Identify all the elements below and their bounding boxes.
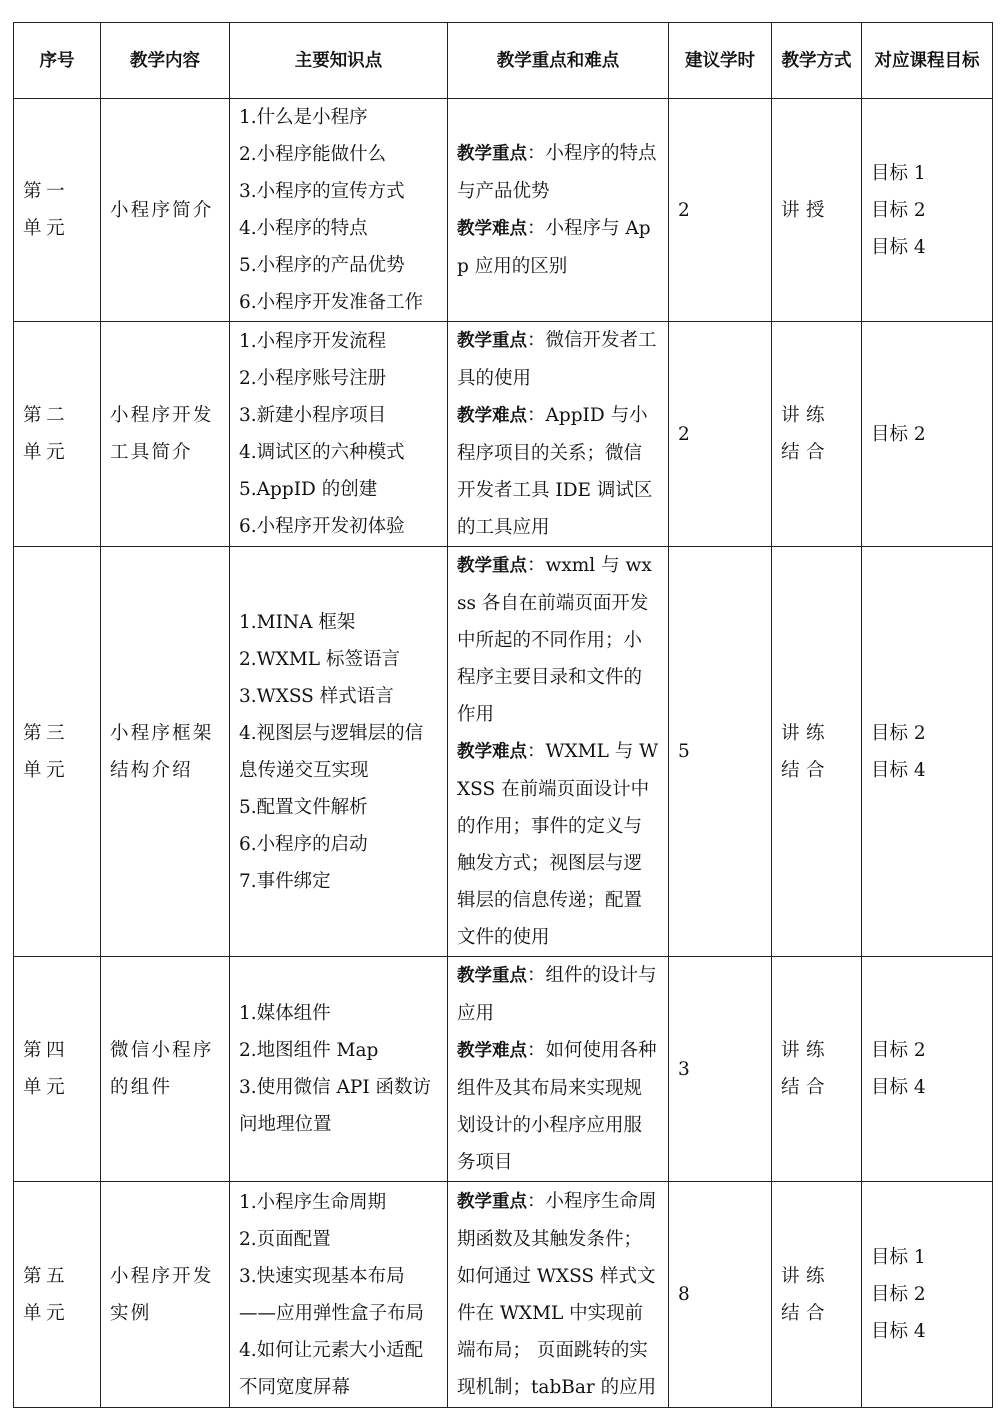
knowledge-item: 1.小程序生命周期	[239, 1191, 387, 1213]
knowledge-item: 4.调试区的六种模式	[239, 442, 405, 463]
hours-cell: 5	[669, 547, 772, 957]
difficulty-text: ：小程序与 App 应用的区别	[457, 218, 651, 277]
difficulty-label: 教学难点	[457, 406, 527, 426]
knowledge-item: 2.小程序能做什么	[239, 144, 387, 165]
key-text: ：微信开发者工具的使用	[457, 330, 657, 389]
goals-cell	[862, 1182, 993, 1408]
key-difficulty-cell	[448, 547, 669, 957]
knowledge-item: 4.视图层与逻辑层的信息传递交互实现	[239, 722, 424, 781]
header-goals: 对应课程目标	[862, 23, 993, 99]
key-text: ：小程序的特点与产品优势	[457, 143, 657, 202]
goal-item: 目标 2	[871, 1284, 926, 1305]
goal-item: 目标 2	[871, 199, 926, 221]
unit-cell: 第三单元	[14, 547, 101, 957]
table-row	[14, 1182, 993, 1408]
knowledge-item: 3.小程序的宣传方式	[239, 181, 405, 202]
knowledge-item: 2.地图组件 Map	[239, 1040, 379, 1061]
method-cell: 讲授	[772, 99, 862, 322]
method-cell: 讲练结合	[772, 957, 862, 1182]
key-label: 教学重点	[457, 1192, 527, 1212]
knowledge-cell	[230, 547, 448, 957]
goals-cell	[862, 322, 993, 547]
table-row	[14, 322, 993, 547]
key-label: 教学重点	[457, 556, 527, 576]
key-label: 教学重点	[457, 331, 527, 351]
knowledge-item: 6.小程序开发初体验	[239, 516, 405, 537]
goal-item: 目标 1	[871, 1247, 926, 1268]
difficulty-label: 教学难点	[457, 742, 527, 762]
content-cell: 小程序简介	[101, 99, 230, 322]
header-method: 教学方式	[772, 23, 862, 99]
knowledge-cell	[230, 99, 448, 322]
key-difficulty-cell	[448, 99, 669, 322]
knowledge-item: 4.如何让元素大小适配不同宽度屏幕	[239, 1339, 424, 1398]
knowledge-item: 7.事件绑定	[239, 870, 331, 892]
table-row	[14, 957, 993, 1182]
key-text: ：组件的设计与应用	[457, 965, 657, 1024]
knowledge-item: 1.媒体组件	[239, 1003, 331, 1024]
method-cell: 讲练结合	[772, 322, 862, 547]
knowledge-item: 2.WXML 标签语言	[239, 648, 400, 670]
table-row	[14, 99, 993, 322]
key-label: 教学重点	[457, 966, 527, 986]
key-text: ：小程序生命周期函数及其触发条件；如何通过 WXSS 样式文件在 WXML 中实现前端布局； 页面跳转的实现机制；tabBar 的应用	[457, 1191, 657, 1398]
goal-item: 目标 2	[871, 1040, 926, 1061]
difficulty-text: ：WXML 与 WXSS 在前端页面设计中的作用；事件的定义与触发方式；视图层与逻辑层的信息传递；配置文件的使用	[457, 741, 659, 948]
knowledge-cell	[230, 1182, 448, 1408]
knowledge-item: 6.小程序开发准备工作	[239, 292, 424, 313]
knowledge-item: 3.新建小程序项目	[239, 405, 387, 426]
knowledge-item: 3.使用微信 API 函数访问地理位置	[239, 1077, 432, 1135]
knowledge-item: 1.小程序开发流程	[239, 331, 387, 352]
knowledge-item: 1.MINA 框架	[239, 611, 356, 633]
content-cell: 小程序开发实例	[101, 1182, 230, 1408]
knowledge-item: 3.快速实现基本布局——应用弹性盒子布局	[239, 1265, 425, 1324]
header-key-difficulty: 教学重点和难点	[448, 23, 669, 99]
table-row	[14, 547, 993, 957]
knowledge-cell	[230, 322, 448, 547]
knowledge-item: 1.什么是小程序	[239, 107, 368, 128]
knowledge-item: 2.小程序账号注册	[239, 368, 387, 389]
goal-item: 目标 4	[871, 1077, 926, 1098]
header-knowledge: 主要知识点	[230, 23, 448, 99]
unit-cell: 第二单元	[14, 322, 101, 547]
knowledge-item: 3.WXSS 样式语言	[239, 685, 394, 707]
difficulty-label: 教学难点	[457, 1041, 527, 1061]
knowledge-cell	[230, 957, 448, 1182]
knowledge-item: 4.小程序的特点	[239, 218, 368, 239]
goals-cell	[862, 99, 993, 322]
unit-cell: 第四单元	[14, 957, 101, 1182]
knowledge-item: 5.AppID 的创建	[239, 479, 378, 500]
knowledge-item: 2.页面配置	[239, 1228, 331, 1250]
method-cell: 讲练结合	[772, 1182, 862, 1408]
method-cell: 讲练结合	[772, 547, 862, 957]
header-index: 序号	[14, 23, 101, 99]
difficulty-text: ：如何使用各种组件及其布局来实现规划设计的小程序应用服务项目	[457, 1040, 657, 1173]
knowledge-item: 6.小程序的启动	[239, 833, 368, 855]
key-difficulty-cell	[448, 1182, 669, 1408]
table-header-row	[14, 23, 993, 99]
knowledge-item: 5.配置文件解析	[239, 796, 368, 818]
goal-item: 目标 4	[871, 759, 926, 781]
hours-cell: 3	[669, 957, 772, 1182]
hours-cell: 8	[669, 1182, 772, 1408]
goal-item: 目标 2	[871, 722, 926, 744]
syllabus-table	[13, 22, 993, 1408]
unit-cell: 第一单元	[14, 99, 101, 322]
content-cell: 微信小程序的组件	[101, 957, 230, 1182]
hours-cell: 2	[669, 99, 772, 322]
difficulty-text: ：AppID 与小程序项目的关系；微信开发者工具 IDE 调试区的工具应用	[457, 405, 653, 538]
key-difficulty-cell	[448, 957, 669, 1182]
knowledge-item: 5.小程序的产品优势	[239, 255, 405, 276]
difficulty-label: 教学难点	[457, 219, 527, 239]
goals-cell	[862, 547, 993, 957]
key-text: ：wxml 与 wxss 各自在前端页面开发中所起的不同作用；小程序主要目录和文件的作用	[457, 555, 652, 725]
goal-item: 目标 2	[871, 423, 926, 445]
goal-item: 目标 1	[871, 162, 926, 184]
key-label: 教学重点	[457, 144, 527, 164]
goal-item: 目标 4	[871, 236, 926, 258]
goals-cell	[862, 957, 993, 1182]
goal-item: 目标 4	[871, 1321, 926, 1342]
key-difficulty-cell	[448, 322, 669, 547]
header-hours: 建议学时	[669, 23, 772, 99]
content-cell: 小程序开发工具简介	[101, 322, 230, 547]
content-cell: 小程序框架结构介绍	[101, 547, 230, 957]
unit-cell: 第五单元	[14, 1182, 101, 1408]
hours-cell: 2	[669, 322, 772, 547]
header-content: 教学内容	[101, 23, 230, 99]
